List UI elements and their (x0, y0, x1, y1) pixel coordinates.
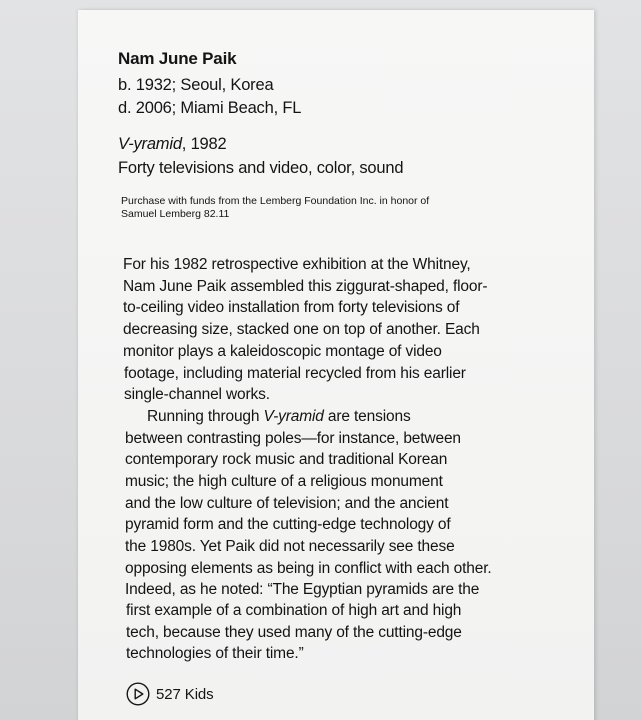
body-line: opposing elements as being in conflict with each other. (125, 560, 492, 577)
play-icon (126, 682, 150, 706)
audio-stop-label: 527 Kids (156, 685, 214, 703)
body-line: For his 1982 retrospective exhibition at the Whitney, (123, 256, 471, 273)
body-line: monitor plays a kaleidoscopic montage of video (123, 343, 442, 360)
artist-birth: b. 1932; Seoul, Korea (118, 76, 274, 94)
artist-death: d. 2006; Miami Beach, FL (118, 99, 302, 117)
body-line: decreasing size, stacked one on top of another. Each (123, 321, 480, 338)
body-line: technologies of their time.” (126, 645, 304, 662)
body-text: are tensions (323, 408, 411, 425)
body-line: single-channel works. (124, 386, 270, 403)
body-line: contemporary rock music and traditional Korean (125, 451, 448, 468)
body-line: tech, because they used many of the cutting-edge (126, 624, 462, 641)
body-line: the 1980s. Yet Paik did not necessarily see these (125, 538, 455, 555)
artwork-title: V-yramid (118, 135, 182, 153)
artwork-title-line (118, 135, 226, 154)
body-line: Indeed, as he noted: “The Egyptian pyramids are the (125, 581, 480, 598)
body-line: and the low culture of television; and the ancient (125, 495, 449, 512)
credit-line: Purchase with funds from the Lemberg Foundation Inc. in honor of (121, 195, 430, 207)
body-line: between contrasting poles—for instance, between (125, 430, 461, 447)
body-line: first example of a combination of high art and high (126, 602, 462, 619)
body-text: Running through (147, 408, 264, 425)
body-line: Nam June Paik assembled this ziggurat-shaped, floor- (123, 278, 488, 295)
credit-line: Samuel Lemberg 82.11 (121, 208, 230, 220)
body-line: footage, including material recycled from his earlier (124, 365, 466, 382)
artwork-title-inline: V-yramid (263, 408, 324, 425)
artist-name: Nam June Paik (118, 49, 237, 68)
body-line: to-ceiling video installation from forty televisions of (123, 299, 460, 316)
artwork-year: , 1982 (181, 135, 227, 153)
audio-guide-stop (126, 682, 214, 706)
body-line: music; the high culture of a religious monument (125, 473, 443, 490)
body-line-indented (147, 408, 411, 426)
artwork-medium: Forty televisions and video, color, sound (118, 159, 404, 177)
body-line: pyramid form and the cutting-edge technology of (125, 516, 451, 533)
